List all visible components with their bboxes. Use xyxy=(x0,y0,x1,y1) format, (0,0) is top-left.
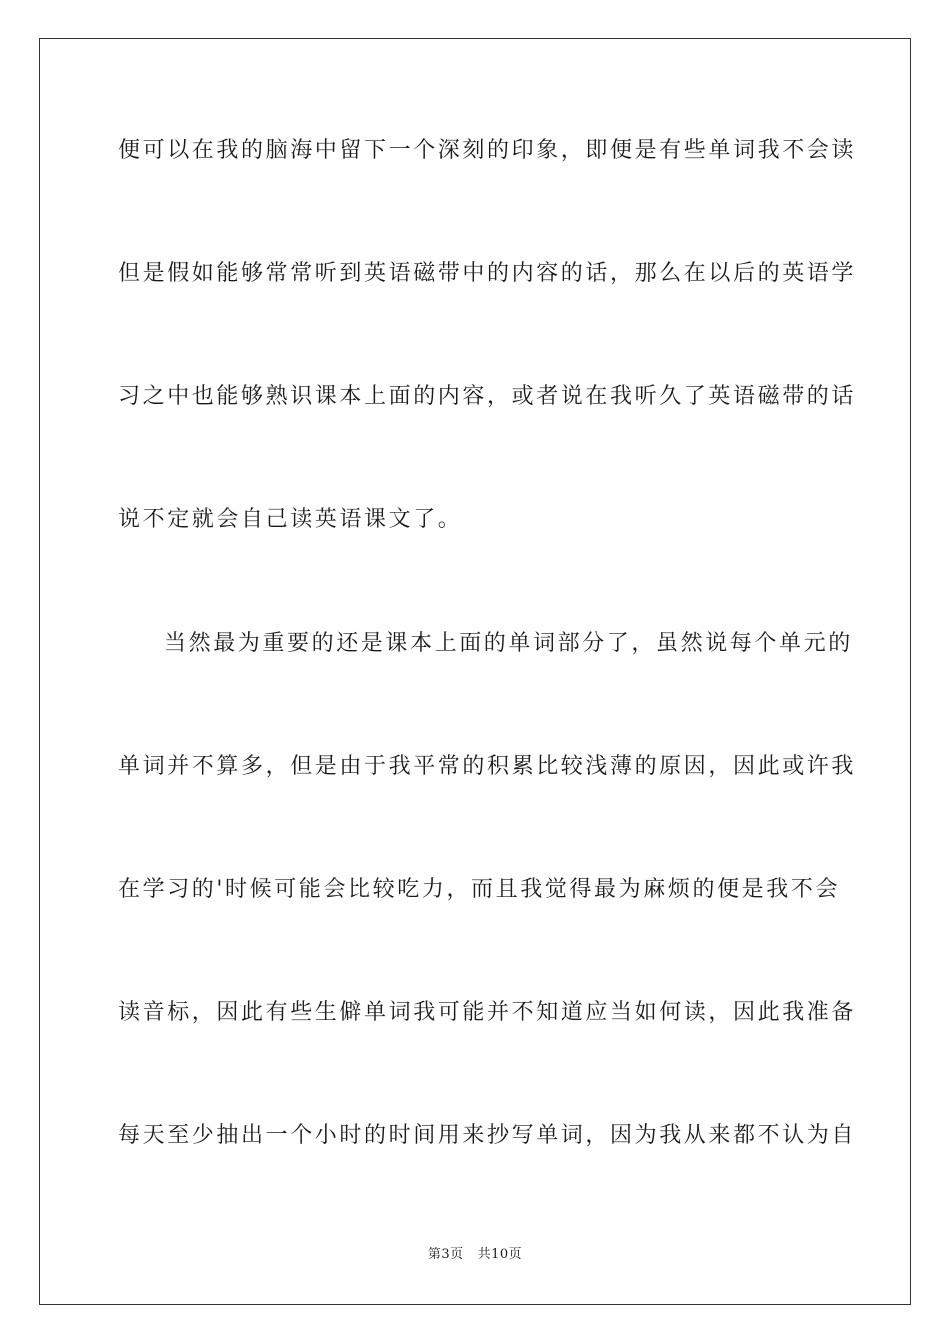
text-line-8: 读音标，因此有些生僻单词我可能并不知道应当如何读，因此我准备 xyxy=(118,1000,857,1025)
page-footer xyxy=(0,1246,950,1264)
text-line-3: 习之中也能够熟识课本上面的内容，或者说在我听久了英语磁带的话 xyxy=(118,384,857,409)
page-number: 第3页 xyxy=(427,1247,464,1262)
text-line-9: 每天至少抽出一个小时的时间用来抄写单词，因为我从来都不认为自 xyxy=(118,1123,857,1148)
page-total: 共10页 xyxy=(477,1247,523,1262)
text-line-4: 说不定就会自己读英语课文了。 xyxy=(118,507,463,532)
text-line-5-paragraph-start: 当然最为重要的还是课本上面的单词部分了，虽然说每个单元的 xyxy=(164,631,853,656)
text-line-7: 在学习的'时候可能会比较吃力，而且我觉得最为麻烦的便是我不会 xyxy=(118,877,841,902)
page-border xyxy=(39,38,911,1305)
text-line-1: 便可以在我的脑海中留下一个深刻的印象，即便是有些单词我不会读 xyxy=(118,138,857,163)
text-line-6: 单词并不算多，但是由于我平常的积累比较浅薄的原因，因此或许我 xyxy=(118,754,857,779)
text-line-2: 但是假如能够常常听到英语磁带中的内容的话，那么在以后的英语学 xyxy=(118,261,857,286)
